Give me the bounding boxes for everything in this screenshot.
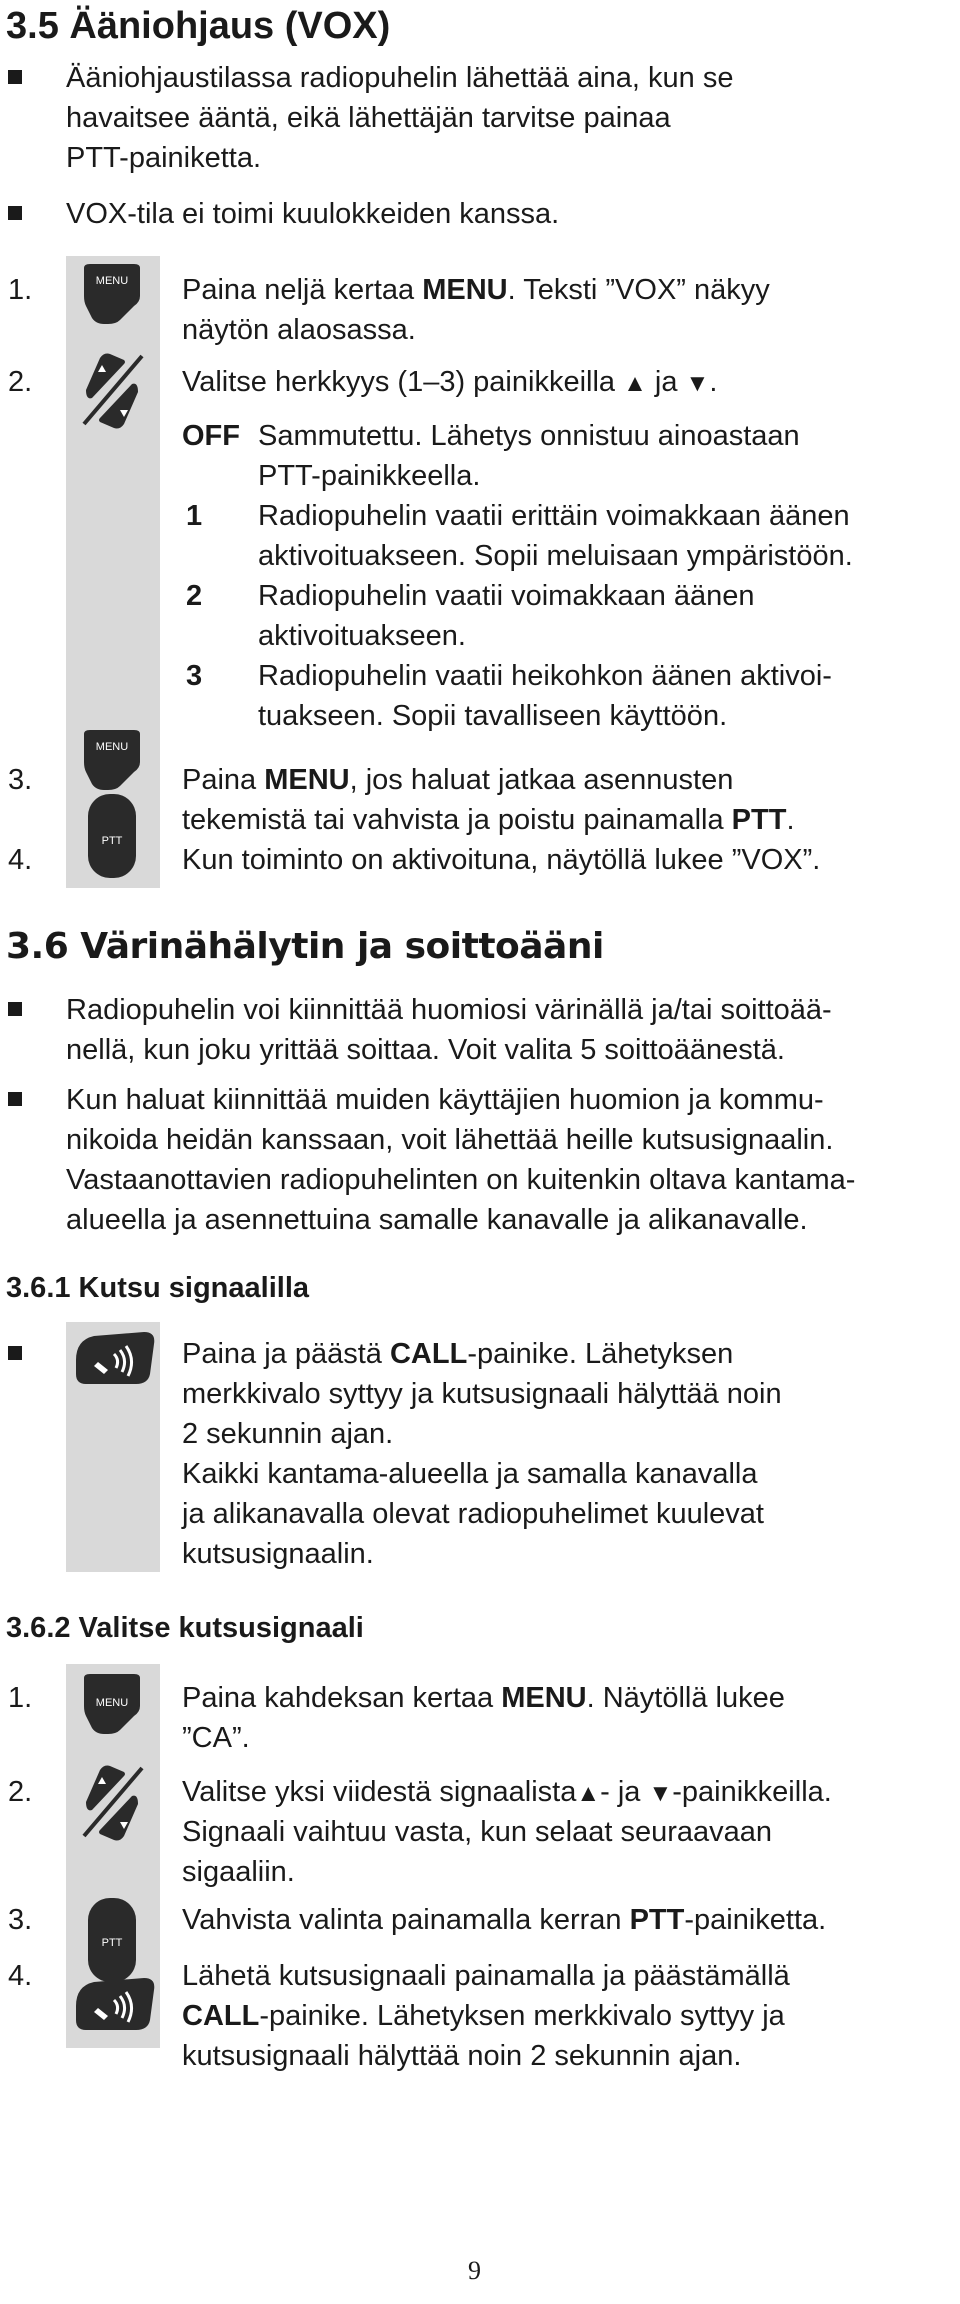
- text: -painike. Lähetyksen: [467, 1338, 734, 1370]
- option-2-line-1: Radiopuhelin vaatii voimakkaan äänen: [258, 580, 755, 612]
- menu-keyword: MENU: [422, 274, 508, 306]
- step-number: 3.: [8, 764, 33, 796]
- s35-step-1: [182, 270, 770, 310]
- s362-step-1-line-2: ”CA”.: [182, 1722, 250, 1754]
- call-button-icon: [74, 1330, 158, 1388]
- bullet-marker: [8, 206, 22, 220]
- text: Valitse herkkyys (1–3) painikkeilla: [182, 366, 624, 398]
- step-number: 3.: [8, 1904, 33, 1936]
- s362-step-2-line-2: Signaali vaihtuu vasta, kun selaat seuraavaan: [182, 1816, 773, 1848]
- s361-line-1: [182, 1334, 733, 1374]
- menu-keyword: MENU: [264, 764, 350, 796]
- s361-line-5: ja alikanavalla olevat radiopuhelimet kuulevat: [182, 1498, 764, 1530]
- option-3-line-1: Radiopuhelin vaatii heikohkon äänen aktivoi-: [258, 660, 832, 692]
- text: Paina ja päästä: [182, 1338, 390, 1370]
- up-down-buttons-icon: [80, 350, 146, 432]
- s36-bullet-1-line-2: nellä, kun joku yrittää soittaa. Voit valita 5 soittoäänestä.: [66, 1034, 785, 1066]
- ptt-button-icon: [80, 792, 144, 880]
- text: Vahvista valinta painamalla kerran: [182, 1904, 630, 1936]
- text: - ja: [600, 1776, 649, 1808]
- text: Paina neljä kertaa: [182, 274, 423, 306]
- text: -painike. Lähetyksen merkkivalo syttyy ja: [259, 2000, 785, 2032]
- s362-step-4-line-2: [182, 1996, 785, 2036]
- text: .: [786, 804, 795, 836]
- text: tekemistä tai vahvista ja poistu painamalla: [182, 804, 732, 836]
- s35-step-2: [182, 362, 717, 404]
- section-title-3-6: 3.6 Värinähälytin ja soittoääni: [6, 926, 604, 967]
- step-number: 1.: [8, 1682, 33, 1714]
- text: . Näytöllä lukee: [586, 1682, 785, 1714]
- s35-bullet-1-line-3: PTT-painiketta.: [66, 142, 262, 174]
- step-number: 4.: [8, 844, 33, 876]
- menu-icon-label: MENU: [95, 1697, 129, 1709]
- option-2-line-2: aktivoituakseen.: [258, 620, 466, 652]
- option-key: 1: [186, 500, 203, 532]
- s35-step-3-line-2: [182, 800, 795, 840]
- s36-bullet-2-line-2: nikoida heidän kanssaan, voit lähettää heille kutsusignaalin.: [66, 1124, 834, 1156]
- s36-bullet-2-line-3: Vastaanottavien radiopuhelinten on kuitenkin oltava kantama-: [66, 1164, 856, 1196]
- s362-step-3: [182, 1900, 826, 1940]
- option-1-line-2: aktivoituakseen. Sopii meluisaan ympäristöön.: [258, 540, 853, 572]
- option-key: OFF: [182, 420, 240, 452]
- menu-button-icon: [80, 1672, 144, 1736]
- text: . Teksti ”VOX” näkyy: [507, 274, 770, 306]
- down-arrow-icon: ▼: [648, 1780, 673, 1807]
- s362-step-4-line-3: kutsusignaali hälyttää noin 2 sekunnin ajan.: [182, 2040, 742, 2072]
- option-off-line-1: Sammutettu. Lähetys onnistuu ainoastaan: [258, 420, 800, 452]
- s35-step-3: [182, 760, 733, 800]
- s35-bullet-1-line-2: havaitsee ääntä, eikä lähettäjän tarvitse painaa: [66, 102, 671, 134]
- section-title-3-6-1: 3.6.1 Kutsu signaalilla: [6, 1272, 309, 1304]
- s36-bullet-2-line-1: Kun haluat kiinnittää muiden käyttäjien huomion ja kommu-: [66, 1084, 824, 1116]
- s35-bullet-2: VOX-tila ei toimi kuulokkeiden kanssa.: [66, 198, 560, 230]
- up-down-buttons-icon: [80, 1762, 146, 1844]
- step-number: 1.: [8, 274, 33, 306]
- s362-step-1: [182, 1678, 785, 1718]
- s36-bullet-1-line-1: Radiopuhelin voi kiinnittää huomiosi värinällä ja/tai soittoää-: [66, 994, 832, 1026]
- s361-line-4: Kaikki kantama-alueella ja samalla kanavalla: [182, 1458, 758, 1490]
- s361-line-2: merkkivalo syttyy ja kutsusignaali hälyttää noin: [182, 1378, 782, 1410]
- menu-keyword: MENU: [501, 1682, 587, 1714]
- text: , jos haluat jatkaa asennusten: [349, 764, 734, 796]
- text: Paina kahdeksan kertaa: [182, 1682, 502, 1714]
- ptt-keyword: PTT: [629, 1904, 685, 1936]
- ptt-icon-label: PTT: [101, 835, 123, 847]
- section-title-3-6-2: 3.6.2 Valitse kutsusignaali: [6, 1612, 364, 1644]
- menu-icon-label: MENU: [95, 275, 129, 287]
- option-key: 2: [186, 580, 203, 612]
- step-number: 2.: [8, 1776, 33, 1808]
- ptt-icon-label: PTT: [101, 1937, 123, 1949]
- bullet-marker: [8, 1346, 22, 1360]
- option-off-line-2: PTT-painikkeella.: [258, 460, 481, 492]
- up-arrow-icon: ▲: [623, 370, 647, 397]
- bullet-marker: [8, 1002, 22, 1016]
- s361-line-3: 2 sekunnin ajan.: [182, 1418, 394, 1450]
- menu-icon-label: MENU: [95, 741, 129, 753]
- step-number: 2.: [8, 366, 33, 398]
- bullet-marker: [8, 70, 22, 84]
- option-1-line-1: Radiopuhelin vaatii erittäin voimakkaan äänen: [258, 500, 850, 532]
- s35-step-1-line-2: näytön alaosassa.: [182, 314, 416, 346]
- ptt-button-icon: [80, 1896, 144, 1984]
- text: -painikkeilla.: [672, 1776, 832, 1808]
- up-arrow-icon: ▲: [576, 1780, 601, 1807]
- section-title-3-5: 3.5 Ääniohjaus (VOX): [6, 5, 391, 47]
- text: ja: [646, 366, 686, 398]
- bullet-marker: [8, 1092, 22, 1106]
- text: -painiketta.: [684, 1904, 827, 1936]
- menu-button-icon: [80, 262, 144, 326]
- text: Paina: [182, 764, 265, 796]
- s362-step-2-line-3: sigaaliin.: [182, 1856, 295, 1888]
- menu-button-icon: [80, 728, 144, 792]
- call-button-icon: [74, 1976, 158, 2034]
- s35-bullet-1-line-1: Ääniohjaustilassa radiopuhelin lähettää aina, kun se: [66, 62, 734, 94]
- s361-line-6: kutsusignaalin.: [182, 1538, 374, 1570]
- s362-step-4-line-1: Lähetä kutsusignaali painamalla ja päästämällä: [182, 1960, 790, 1992]
- page-number: 9: [468, 2256, 481, 2285]
- option-key: 3: [186, 660, 203, 692]
- s362-step-2: [182, 1772, 832, 1814]
- text: Valitse yksi viidestä signaalista: [182, 1776, 577, 1808]
- ptt-keyword: PTT: [731, 804, 787, 836]
- down-arrow-icon: ▼: [685, 370, 710, 397]
- step-number: 4.: [8, 1960, 33, 1992]
- s36-bullet-2-line-4: alueella ja asennettuina samalle kanavalle ja alikanavalle.: [66, 1204, 808, 1236]
- s35-step-4: Kun toiminto on aktivoituna, näytöllä lukee ”VOX”.: [182, 844, 821, 876]
- call-keyword: CALL: [389, 1338, 468, 1370]
- option-3-line-2: tuakseen. Sopii tavalliseen käyttöön.: [258, 700, 728, 732]
- text: .: [709, 366, 718, 398]
- call-keyword: CALL: [182, 2000, 260, 2032]
